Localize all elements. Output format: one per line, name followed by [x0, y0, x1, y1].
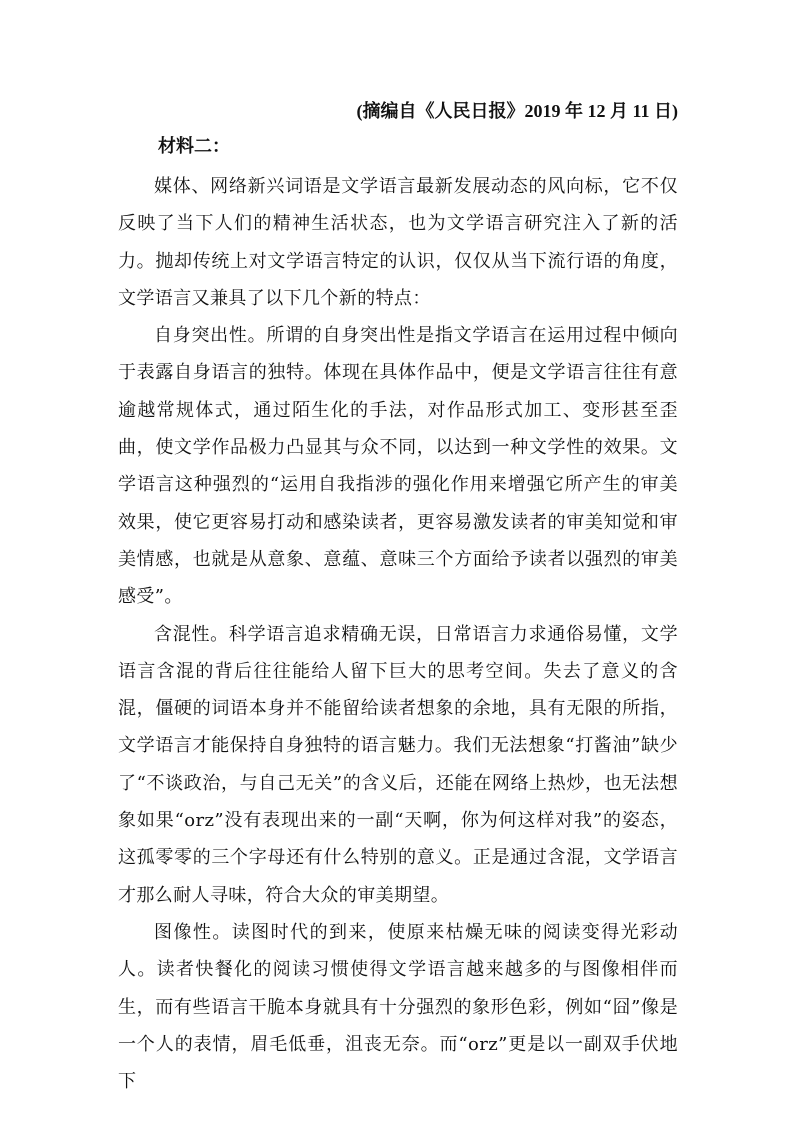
paragraph: 含混性。科学语言追求精确无误，日常语言力求通俗易懂，文学语言含混的背后往往能给人留下巨大的思考空间。失去了意义的含混，僵硬的词语本身并不能留给读者想象的余地，具有无限的所指，文学语言才能保持自身独特的语言魅力。我们无法想象“打酱油”缺少了“不谈政治，与自己无关”的含义后，还能在网络上热炒，也无法想象如果“orz”没有表现出来的一副“天啊，你为何这样对我”的姿态，这孤零零的三个字母还有什么特别的意义。正是通过含混，文学语言才那么耐人寻味，符合大众的审美期望。: [118, 623, 678, 906]
section-heading: 材料二：: [158, 136, 230, 157]
document-content: [118, 96, 678, 1100]
paragraph: 自身突出性。所谓的自身突出性是指文学语言在运用过程中倾向于表露自身语言的独特。体现在具体作品中，便是文学语言往往有意逾越常规体式，通过陌生化的手法，对作品形式加工、变形甚至歪曲，使文学作品极力凸显其与众不同，以达到一种文学性的效果。文学语言这种强烈的“运用自我指涉的强化作用来增强它所产生的审美效果，使它更容易打动和感染读者，更容易激发读者的审美知觉和审美情感，也就是从意象、意蕴、意味三个方面给予读者以强烈的审美感受”。: [118, 325, 678, 608]
source-citation: (摘编自《人民日报》2019 年 12 月 11 日): [356, 101, 678, 121]
paragraph: 图像性。读图时代的到来，使原来枯燥无味的阅读变得光彩动人。读者快餐化的阅读习惯使得文学语言越来越多的与图像相伴而生，而有些语言干脆本身就具有十分强烈的象形色彩，例如“囧”像是一个人的表情，眉毛低垂，沮丧无奈。而“orz”更是以一副双手伏地下: [118, 921, 678, 1093]
paragraph: 媒体、网络新兴词语是文学语言最新发展动态的风向标，它不仅反映了当下人们的精神生活状态，也为文学语言研究注入了新的活力。抛却传统上对文学语言特定的认识，仅仅从当下流行语的角度，文学语言又兼具了以下几个新的特点：: [118, 176, 678, 309]
